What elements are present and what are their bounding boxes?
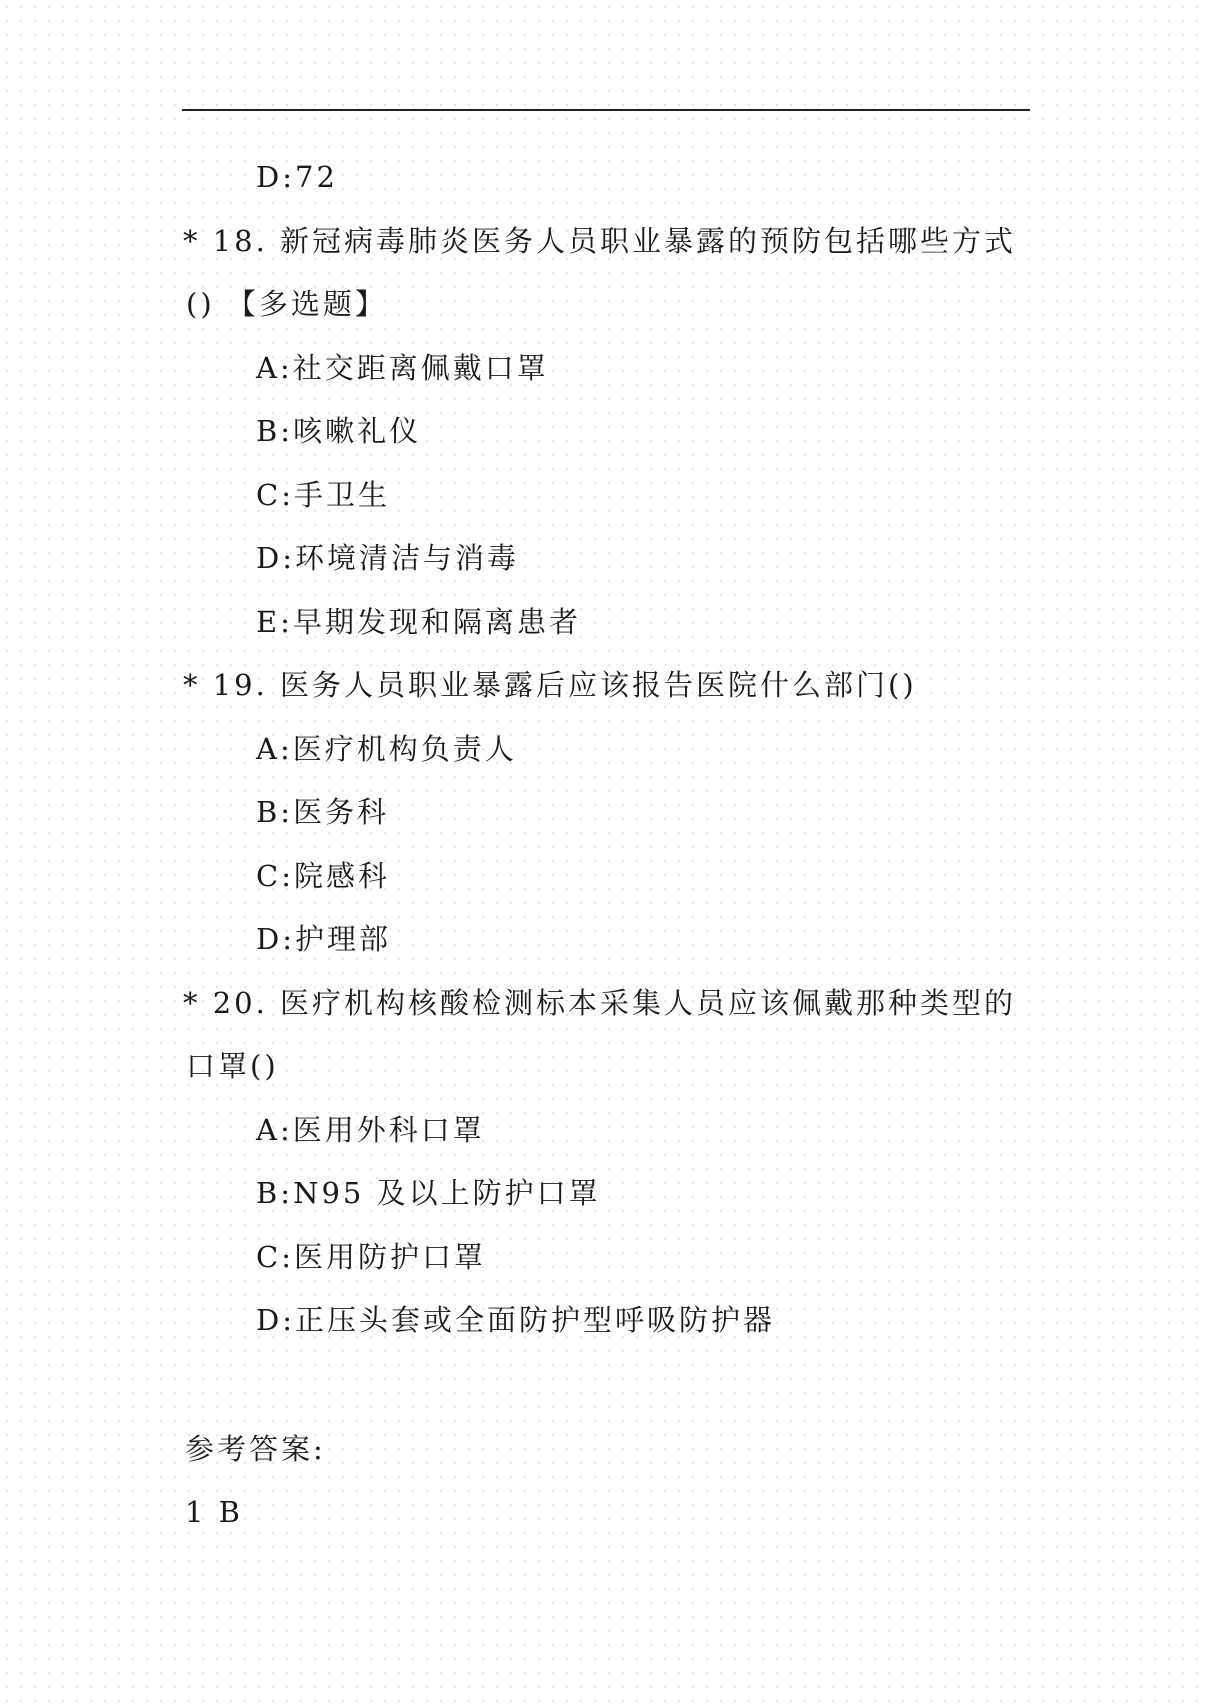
question-19-option-d: D:护理部 xyxy=(256,922,392,956)
header-rule xyxy=(182,109,1030,111)
answer-1: 1 B xyxy=(185,1495,243,1529)
question-20-option-c: C:医用防护口罩 xyxy=(256,1240,486,1274)
question-18-option-c: C:手卫生 xyxy=(256,478,390,512)
prev-question-option-d: D:72 xyxy=(256,160,338,194)
question-19-text: * 19. 医务人员职业暴露后应该报告医院什么部门() xyxy=(183,668,917,702)
question-18-option-d: D:环境清洁与消毒 xyxy=(256,541,520,575)
question-18-option-e: E:早期发现和隔离患者 xyxy=(256,605,581,639)
question-20-option-a: A:医用外科口罩 xyxy=(256,1113,485,1147)
answers-heading: 参考答案: xyxy=(185,1432,326,1466)
question-18-option-a: A:社交距离佩戴口罩 xyxy=(256,351,549,385)
question-20-continuation: 口罩() xyxy=(186,1049,279,1083)
question-18-option-b: B:咳嗽礼仪 xyxy=(256,414,422,448)
question-20-text: * 20. 医疗机构核酸检测标本采集人员应该佩戴那种类型的 xyxy=(183,986,1017,1020)
question-19-option-b: B:医务科 xyxy=(256,795,390,829)
question-19-option-c: C:院感科 xyxy=(256,859,390,893)
question-18-continuation: () 【多选题】 xyxy=(186,287,387,321)
question-18-text: * 18. 新冠病毒肺炎医务人员职业暴露的预防包括哪些方式 xyxy=(183,224,1017,258)
question-20-option-d: D:正压头套或全面防护型呼吸防护器 xyxy=(256,1303,776,1337)
question-20-option-b: B:N95 及以上防护口罩 xyxy=(256,1176,601,1210)
question-19-option-a: A:医疗机构负责人 xyxy=(256,732,517,766)
